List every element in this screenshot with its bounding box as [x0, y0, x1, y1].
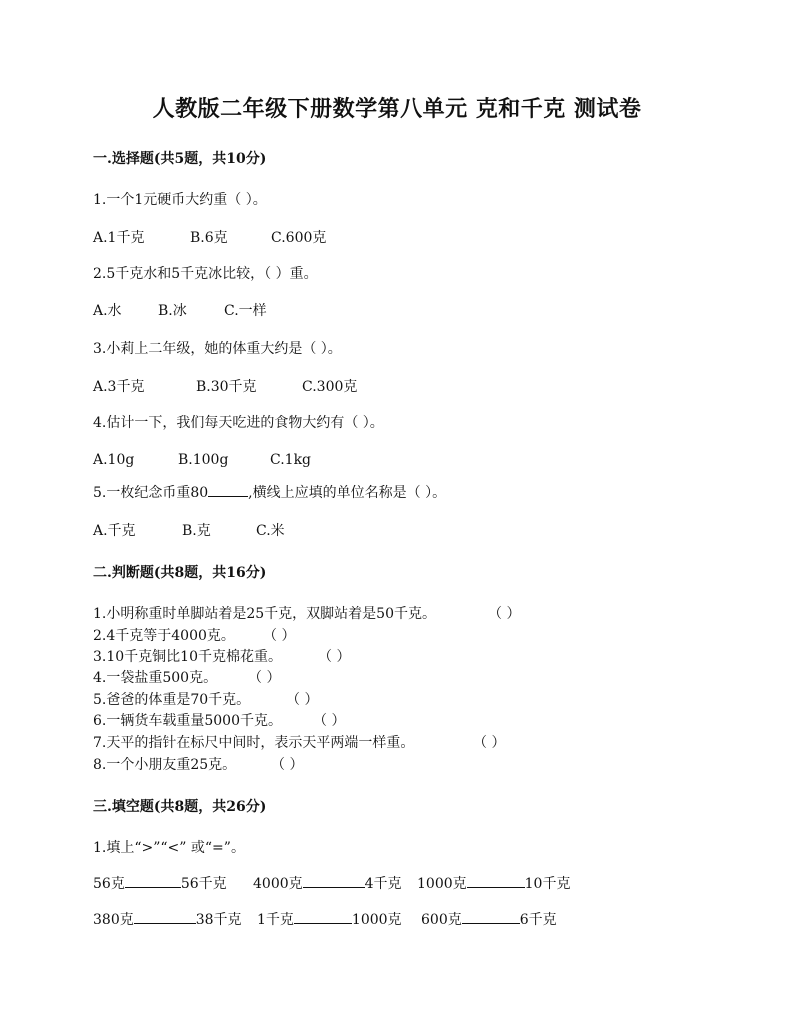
question-text: 1.一个1元硬币大约重（ ）。 [93, 192, 267, 208]
judge-text: 8.一个小朋友重25克。 [93, 757, 237, 773]
compare-left: 1000克 [417, 876, 467, 892]
compare-left: 600克 [421, 912, 462, 928]
answer-blank[interactable] [462, 911, 520, 924]
option-a: A.10g [93, 452, 135, 468]
question-text: 3.小莉上二年级，她的体重大约是（ ）。 [93, 341, 342, 357]
question-text-after: ,横线上应填的单位名称是（ ）。 [248, 485, 447, 501]
judge-item [93, 648, 351, 666]
option-b: B.100g [178, 452, 229, 468]
answer-blank[interactable] [208, 484, 248, 497]
judge-text: 7.天平的指针在标尺中间时，表示天平两端一样重。 [93, 735, 415, 751]
judge-mark[interactable]: （ ） [313, 713, 346, 729]
question-text [93, 484, 446, 502]
answer-blank[interactable] [294, 911, 352, 924]
compare-left: 1千克 [257, 912, 294, 928]
judge-text: 4.一袋盐重500克。 [93, 670, 218, 686]
compare-left: 380克 [93, 912, 134, 928]
judge-mark[interactable]: （ ） [248, 670, 281, 686]
judge-mark[interactable]: （ ） [318, 649, 351, 665]
compare-right: 38千克 [195, 912, 242, 928]
section-heading-fill: 三.填空题(共8题，共26分) [93, 799, 267, 815]
judge-text: 2.4千克等于4000克。 [93, 628, 235, 644]
option-c: C.1kg [270, 452, 312, 468]
compare-left: 4000克 [253, 876, 303, 892]
option-c: C.600克 [271, 230, 327, 246]
question-text-before: 5.一枚纪念币重80 [93, 485, 209, 501]
page-title: 人教版二年级下册数学第八单元 克和千克 测试卷 [152, 96, 642, 122]
compare-left: 56克 [93, 876, 125, 892]
option-c: C.米 [256, 523, 285, 539]
judge-item [93, 669, 281, 687]
question-text: 4.估计一下，我们每天吃进的食物大约有（ ）。 [93, 415, 384, 431]
compare-item [421, 911, 557, 929]
compare-item [93, 911, 242, 929]
question-text: 1.填上“>”“<” 或“=”。 [93, 840, 245, 856]
judge-item [93, 691, 319, 709]
judge-item [93, 712, 346, 730]
judge-item [93, 605, 521, 623]
question-text: 2.5千克水和5千克冰比较，（ ）重。 [93, 266, 318, 282]
option-a: A.1千克 [93, 230, 145, 246]
judge-mark[interactable]: （ ） [488, 606, 521, 622]
compare-item [257, 911, 402, 929]
compare-right: 1000克 [351, 912, 402, 928]
option-b: B.30千克 [196, 379, 257, 395]
judge-text: 6.一辆货车载重量5000千克。 [93, 713, 282, 729]
compare-right: 10千克 [524, 876, 571, 892]
judge-text: 3.10千克铜比10千克棉花重。 [93, 649, 282, 665]
compare-item [417, 875, 570, 893]
judge-text: 5.爸爸的体重是70千克。 [93, 692, 251, 708]
option-a: A.水 [93, 303, 122, 319]
compare-right: 4千克 [364, 876, 402, 892]
answer-blank[interactable] [303, 875, 365, 888]
compare-right: 56千克 [180, 876, 227, 892]
compare-right: 6千克 [519, 912, 557, 928]
judge-mark[interactable]: （ ） [263, 628, 296, 644]
compare-item [93, 875, 227, 893]
section-heading-choice: 一.选择题(共5题，共10分) [93, 151, 267, 167]
judge-text: 1.小明称重时单脚站着是25千克，双脚站着是50千克。 [93, 606, 436, 622]
option-a: A.3千克 [93, 379, 145, 395]
section-heading-judge: 二.判断题(共8题，共16分) [93, 565, 267, 581]
judge-mark[interactable]: （ ） [286, 692, 319, 708]
judge-mark[interactable]: （ ） [271, 757, 304, 773]
judge-item [93, 627, 296, 645]
answer-blank[interactable] [134, 911, 196, 924]
option-b: B.6克 [190, 230, 228, 246]
option-c: C.一样 [224, 303, 267, 319]
compare-item [253, 875, 402, 893]
judge-item [93, 756, 304, 774]
option-a: A.千克 [93, 523, 136, 539]
judge-item [93, 734, 506, 752]
option-b: B.冰 [158, 303, 187, 319]
judge-mark[interactable]: （ ） [473, 735, 506, 751]
answer-blank[interactable] [125, 875, 181, 888]
option-b: B.克 [182, 523, 211, 539]
answer-blank[interactable] [467, 875, 525, 888]
option-c: C.300克 [302, 379, 358, 395]
